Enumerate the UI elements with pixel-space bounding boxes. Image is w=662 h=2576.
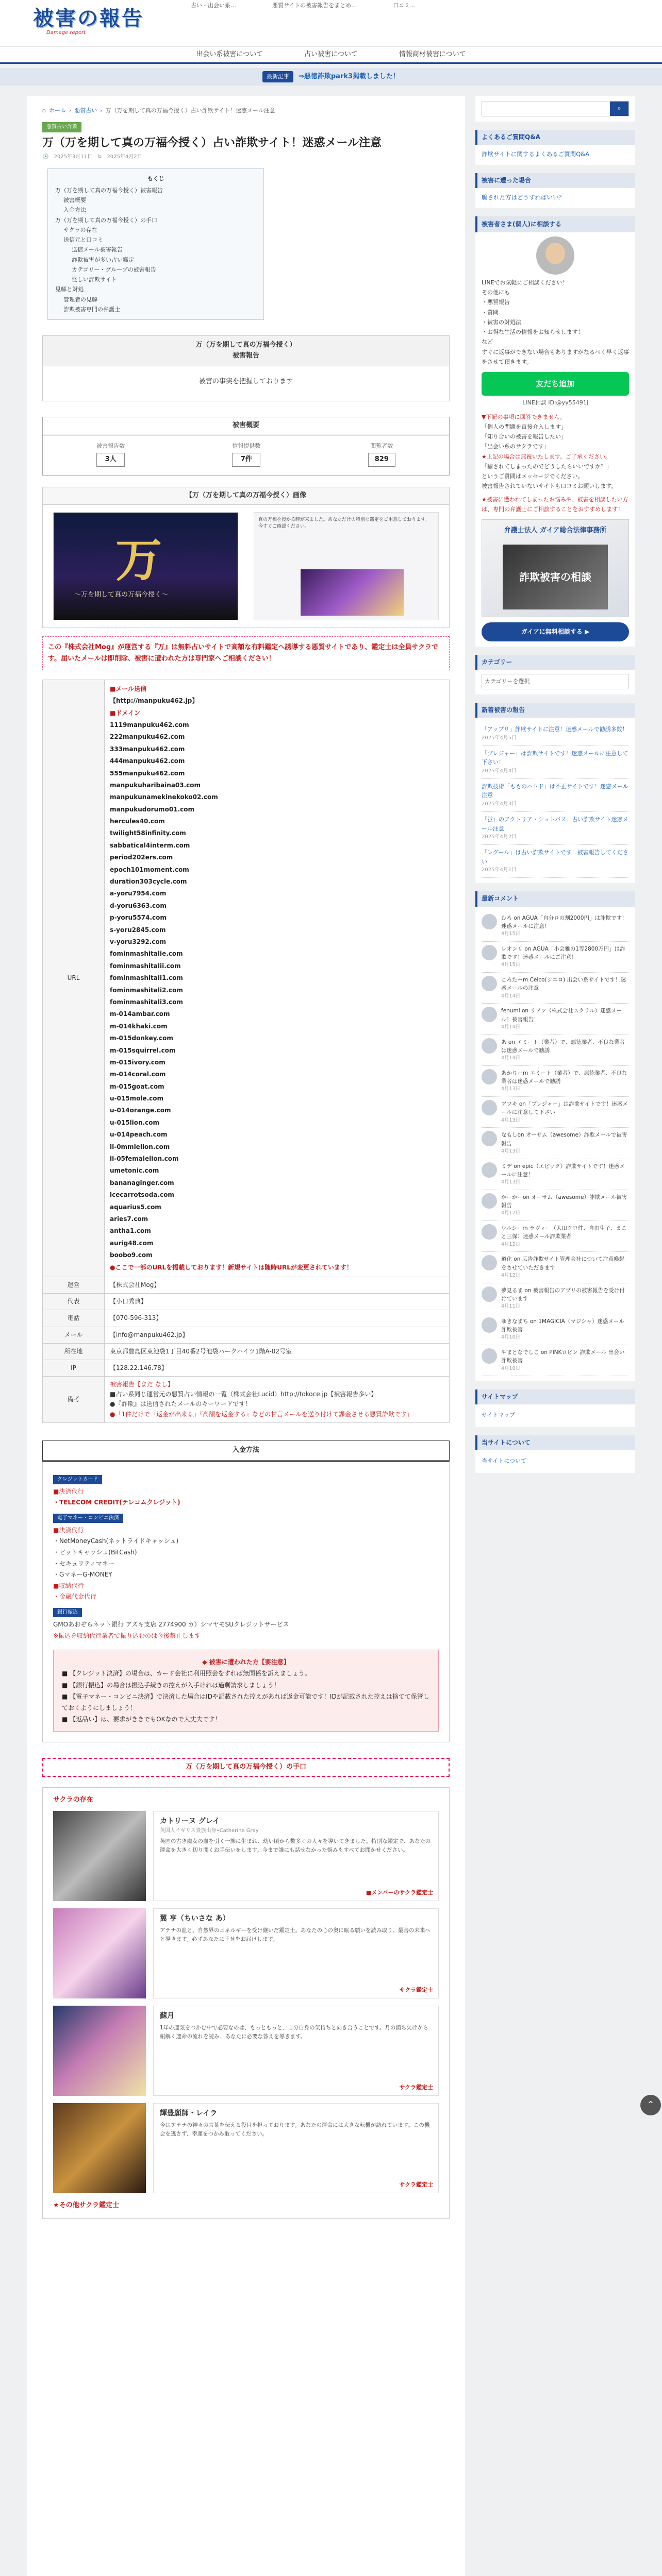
row-value: 東京都豊島区東池袋1丁目40番2号池袋パークハイツ1階A-02号室 (105, 1343, 450, 1360)
list-item: 輝豊願師・レイラ 今はアテナの神々の言葉を伝える役目を担っております。あなたの運命には大きな転機が訪れています。この機会を逃さず、幸運をつかみ取ってください。 サクラ鑑定士 (53, 2103, 439, 2193)
toc-item[interactable]: 入金方法 (63, 207, 86, 214)
list-item: カトリーヌ グレイ 英国人イギリス貴族出身•Catherine Gray 英国の古き魔女の血を引く一族に生まれ、幼い頃から数多くの人々を導いてきました。特別な鑑定で、あなたの運命を大きく切り開くお手伝いをします。今まで誰にも話せなかった悩みもすべてお聞かせください。 ■メンバーのサクラ鑑定士 (53, 1811, 439, 1901)
recent-post-title[interactable]: 「蛍」のアクトリア・シュトバス」占い詐欺サイト迷惑メール注意 (482, 816, 628, 832)
note-line: 「個人の問題を直接介入します」 (482, 423, 567, 430)
domain-item: 222manpuku462.com (110, 733, 185, 741)
comment-date: 4月12日 (501, 1210, 521, 1216)
notice-link[interactable]: ⇒悪徳詐欺park3掲載しました！ (298, 72, 400, 80)
toc-item[interactable]: 被害概要 (63, 197, 86, 204)
row-label: 電話 (43, 1310, 105, 1327)
table-row (43, 1360, 450, 1376)
avatar (482, 976, 497, 991)
category-badge[interactable]: 悪質占い詐欺 (42, 122, 81, 132)
sakura-heading: サクラの存在 (53, 1796, 93, 1804)
consult-line: ・被害の対処法 (482, 318, 521, 326)
note-line: 「知り合いの被害を報告したい」 (482, 433, 567, 440)
domain-item: m-015ivory.com (110, 1058, 166, 1066)
stats-title: 被害概要 (43, 417, 449, 436)
domain-item: hercules40.com (110, 818, 165, 825)
consult-line: LINEでお気軽にご相談ください！ (482, 279, 568, 286)
comment-text[interactable]: あかりーm エミート（業者）で、悪徳業者、不良な業者は迷惑メールで勧誘 (501, 1070, 627, 1085)
stat-reports: 被害報告数 3人 (96, 442, 125, 466)
comment-item[interactable] (482, 1066, 629, 1097)
avatar (482, 1100, 497, 1115)
domain-item: m-014ambar.com (110, 1010, 170, 1018)
widget-title: 当サイトについて (475, 1435, 635, 1450)
widget-title: サイトマップ (475, 1389, 635, 1404)
comment-date: 4月13日 (501, 1179, 521, 1185)
note-line: というご質問はメッセージでください。 (482, 473, 584, 480)
widget-title: 新着被害の報告 (475, 703, 635, 718)
toc-item[interactable]: 送信メール被害報告 (72, 246, 123, 253)
site-logo[interactable]: 被害の報告 Damage report (33, 6, 144, 36)
comment-text[interactable]: 道化 on 広告詐欺サイト管理会社について注意喚起をさせていただきます (501, 1256, 625, 1271)
note-line: ●「1件だけで『返金が出来る』『高額を返金する』などの甘言メールを送り付けて課金させる悪質詐欺です」 (110, 1410, 413, 1418)
comments-widget (475, 891, 635, 1381)
recent-post[interactable] (482, 746, 629, 779)
victim-note: ★被害に遭われてしまったお悩みや、被害を相談したい方は、専門の弁護士にご相談することをおすすめします！ (482, 496, 628, 513)
summary-subtitle: 被害報告 (232, 352, 259, 360)
domain-item: m-015donkey.com (110, 1035, 173, 1042)
note-line: ●『詐欺』は送信されたメールのキーワードです！ (110, 1400, 252, 1408)
avatar (482, 1224, 497, 1240)
domain-item: fominmashitali1.com (110, 974, 183, 982)
comment-item[interactable] (482, 1252, 629, 1283)
summary-text: 被害の事実を把握しております (198, 377, 293, 385)
row-value: 【info@manpuku462.jp】 (105, 1327, 450, 1343)
site-screenshot-1[interactable]: 万 〜万を期して真の万福今授く〜 (53, 512, 238, 620)
domain-item: d-yoru6363.com (110, 902, 167, 909)
domain-item: 555manpuku462.com (110, 769, 185, 777)
domain-item: ii-0mmlelion.com (110, 1143, 170, 1150)
category-select[interactable]: カテゴリーを選択 (482, 674, 629, 689)
nav-item-deai[interactable]: 出会い系被害について (196, 50, 263, 58)
faq-link[interactable]: 詐欺サイトに関するよくあるご質問Q&A (482, 150, 590, 158)
table-of-contents (47, 168, 264, 320)
victim-link[interactable]: 騙された方はどうすればいい？ (482, 194, 565, 201)
search-widget (475, 96, 635, 122)
published-date: 2025年3月11日 (54, 154, 92, 160)
widget-title: 最新コメント (475, 891, 635, 906)
toc-title: もくじ (147, 175, 164, 182)
domain-item: umetonic.com (110, 1167, 159, 1175)
top-links (191, 0, 416, 10)
comment-text[interactable]: ゆきなまち on 1MAGICIA（マジシャ）迷惑メール詐欺被害 (501, 1318, 624, 1333)
comment-text[interactable]: ころたーm Celco(シエロ) 出会い系サイトです！迷惑メールの注意 (501, 977, 626, 992)
victim-widget (475, 173, 635, 208)
widget-title: 被害者さま(個人)に相談する (475, 216, 635, 232)
line-add-friend-button[interactable]: 友だち追加 (482, 372, 629, 396)
note-line: 「騙されてしまったのでどうしたらいいですか？」 (482, 463, 612, 470)
avatar (482, 1193, 497, 1209)
domain-item: u-015mole.com (110, 1095, 163, 1103)
domain-item: aries7.com (110, 1215, 148, 1223)
credit-vendor: ・TELECOM CREDIT(テレコムクレジット) (53, 1499, 180, 1506)
consult-widget (475, 216, 635, 647)
domain-item: ii-05femalelion.com (110, 1155, 179, 1163)
table-row (43, 1294, 450, 1310)
domain-item: m-015goat.com (110, 1082, 164, 1090)
chevron-right-icon: › (100, 107, 103, 114)
comment-text[interactable]: ひろ on AGUA「自分ロの割2000円」は詐欺です！迷惑メールに注意！ (501, 914, 627, 929)
avatar (482, 1038, 497, 1054)
domain-item: manpukunamekinekoko02.com (110, 793, 218, 801)
search-icon[interactable]: ⌕ (610, 101, 628, 116)
table-row (43, 680, 450, 1277)
tag-emoney: 電子マネー・コンビニ決済 (53, 1514, 123, 1523)
domain-heading: ■ドメイン (110, 709, 140, 717)
damage-stats (42, 417, 450, 476)
comment-item[interactable] (482, 1314, 629, 1345)
comment-date: 4月12日 (501, 1272, 521, 1278)
comment-date: 4月14日 (501, 993, 521, 999)
consult-line: ・お得な生活の情報をお知らせします！ (482, 329, 584, 335)
domain-item: epoch101moment.com (110, 866, 189, 873)
top-link[interactable]: 悪質サイトの被害報告をまとめ… (272, 2, 357, 9)
avatar (482, 1162, 497, 1178)
domain-item: sabbatical4interm.com (110, 841, 190, 849)
url-heading: ■メール送信 (110, 685, 147, 692)
comment-text[interactable]: なもしon オーサム（awesome）詐欺メールで被害報告 (501, 1132, 627, 1147)
comment-text[interactable]: あ on エミート（業者）で、悪徳業者、不良な業者は迷惑メールで勧誘 (501, 1039, 625, 1054)
line-id: LINE相談 ID:@yy55491j (522, 399, 588, 406)
consult-line: ・質問 (482, 309, 499, 316)
screenshot-box (42, 487, 450, 628)
avatar (482, 1255, 497, 1270)
warning-text: この『株式会社Mog』が運営する『万』は無料占いサイトで高額な有料鑑定へ誘導する悪質サイトであり、鑑定士は全員サクラです。届いたメールは即削除、被害に遭われた方は専門家へご相談ください！ (42, 636, 450, 670)
domain-item: 333manpuku462.com (110, 745, 185, 753)
url-main: 【http://manpuku462.jp】 (110, 697, 198, 705)
tag-credit: クレジットカード (53, 1475, 102, 1484)
notice-bar (0, 68, 662, 86)
widget-title: よくあるご質問Q&A (475, 130, 635, 145)
note-line: 被害報告【まだ なし】 (110, 1381, 174, 1388)
row-label: 備考 (43, 1377, 105, 1423)
lawyer-consult-button[interactable]: ガイアに無料相談する ▶ (482, 622, 629, 641)
domain-item: icecarrotsoda.com (110, 1191, 174, 1199)
avatar (482, 1317, 497, 1333)
payment-body: クレジットカード ■決済代行 ・TELECOM CREDIT(テレコムクレジット) 電子マネー・コンビニ決済 ■決済代行 ・NetMoneyCash(ネットライドキャッシュ) ・ビットキャッシュ(BitCash) ・セキュリティマネー ・GマネーG-MONEY ■収納代行 ・金融代金代行 銀行振込 GMOあおぞらネット銀行 アズキ支店 2774900 カ）シマヤモSUクレジットサービス ※振込を収納代行業者で振り込むのは今後禁止します ◆ 被害に遭われた方【要注意】 ■ 【クレジット決済】の場合は、カード会社に利用照会をすれば無関係を訴えましょう。 ■ 【銀行振込】の場合は振込手続きの控えが入手けれは過剰請求しましょう！ ■ 【電子マネー・コンビニ決済】で決済した場合はIDや記載された控えがあれば返金可能です！IDが記載された控えは捨てて保管しておくようにしましょう！ ■ 【返品い】は、要求がききでもOKなので大丈夫です！ (42, 1462, 450, 1743)
comment-text[interactable]: やまとなでしこ on PINKロビン 詐欺メール 出会い詐欺被害 (501, 1349, 625, 1364)
comment-date: 4月12日 (501, 1241, 521, 1247)
operator-table (42, 680, 450, 1423)
global-nav (0, 46, 662, 64)
clock-icon: 🕒 (42, 154, 49, 160)
toc-item[interactable]: 管理者の見解 (63, 296, 97, 303)
recent-post-title[interactable]: 「ブレジャー」は詐欺サイトです！迷惑メールに注意して下さい！ (482, 750, 628, 766)
home-icon: ⌂ (42, 107, 46, 114)
domain-item: s-yoru2845.com (110, 926, 166, 934)
screenshot-image (301, 569, 404, 616)
row-label: メール (43, 1327, 105, 1343)
comment-item[interactable] (482, 1345, 629, 1376)
toc-item[interactable]: 万（万を期して真の万福今授く）の手口 (55, 216, 157, 224)
toc-item[interactable]: 送信元と口コミ (63, 236, 103, 244)
domain-item: antha1.com (110, 1227, 151, 1235)
row-label: IP (43, 1360, 105, 1376)
comment-item[interactable] (482, 1128, 629, 1159)
table-row (43, 1277, 450, 1293)
toc-item[interactable]: 詐欺被害が多い占い鑑定 (72, 256, 134, 263)
toc-item[interactable]: カテゴリー・グループの被害報告 (72, 266, 156, 273)
domain-item: v-yoru3292.com (110, 938, 167, 945)
comment-text[interactable]: かーかーon オーサム（awesome）詐欺メール被害報告 (501, 1194, 627, 1209)
avatar (482, 914, 497, 929)
fortune-teller-photo (53, 2103, 146, 2193)
domain-item: aquarius5.com (110, 1203, 161, 1211)
comment-text[interactable]: ウルシーm ラヴィー（大田クロ件、自由生子、まこと三保）迷惑メール詐欺業者 (501, 1225, 627, 1240)
domain-item: 1119manpuku462.com (110, 721, 189, 728)
stat-views: 閲覧者数 829 (368, 442, 395, 466)
domain-item: m-015squirrel.com (110, 1046, 176, 1054)
nav-item-uranai[interactable]: 占い被害について (304, 50, 358, 58)
comment-item[interactable] (482, 1190, 629, 1221)
domain-item: p-yoru5574.com (110, 914, 167, 922)
comment-date: 4月11日 (501, 1303, 521, 1310)
comment-date: 4月13日 (501, 1148, 521, 1154)
site-screenshot-2[interactable]: 真の万福を授かる時が来ました。あなただけの特別な鑑定をご用意しております。今すぐご確認ください。 (254, 512, 439, 620)
table-row (43, 1343, 450, 1360)
top-link[interactable]: 占い・出会い系… (191, 2, 236, 9)
avatar (536, 236, 574, 275)
list-item: 蘇月 1年の運気をつかむ中で必要なのは、もっともっと、自分自身の気持ちと向き合うことです。月の満ち欠けから紐解く運命の流れを読み、あなたに必要な答えを導きます。 サクラ鑑定士 (53, 2006, 439, 2096)
summary-title: 万（万を期して真の万福今授く） (195, 341, 296, 349)
toc-item[interactable]: 怪しい詐欺サイト (72, 276, 117, 283)
page-title: 万（万を期して真の万福今授く）占い詐欺サイト！迷惑メール注意 (42, 136, 382, 149)
breadcrumb (42, 106, 450, 115)
row-label: URL (43, 680, 105, 1277)
sitemap-link[interactable]: サイトマップ (482, 1412, 515, 1419)
others-link[interactable]: ★その他サクラ鑑定士 (53, 2201, 120, 2209)
domain-item: manpukuharibaina03.com (110, 781, 201, 789)
refresh-icon: ↻ (97, 154, 102, 160)
comment-date: 4月14日 (501, 1024, 521, 1030)
comment-item[interactable] (482, 1283, 629, 1314)
breadcrumb-home[interactable]: ホーム (48, 107, 66, 114)
comment-item[interactable] (482, 1035, 629, 1066)
avatar (482, 1348, 497, 1364)
comment-item[interactable] (482, 1004, 629, 1035)
comment-date: 4月15日 (501, 962, 521, 968)
recent-widget (475, 703, 635, 884)
comment-date: 4月13日 (501, 1117, 521, 1123)
comment-date: 4月10日 (501, 1334, 521, 1341)
consult-line: すぐに返事ができない場合もありますがなるべく早く返事をさせて頂きます。 (482, 348, 629, 365)
table-row (43, 1327, 450, 1343)
toc-item[interactable]: サクラの存在 (63, 226, 97, 233)
domain-item: a-yoru7954.com (110, 890, 167, 897)
sitemap-widget (475, 1389, 635, 1427)
domain-item: boobo9.com (110, 1251, 153, 1259)
victim-alert: ◆ 被害に遭われた方【要注意】 ■ 【クレジット決済】の場合は、カード会社に利用照会をすれば無関係を訴えましょう。 ■ 【銀行振込】の場合は振込手続きの控えが入手けれは過剰請求しましょう！ ■ 【電子マネー・コンビニ決済】で決済した場合はIDや記載された控えがあれば返金可能です！IDが記載された控えは捨てて保管しておくようにしましょう！ ■ 【返品い】は、要求がききでもOKなので大丈夫です！ (53, 1650, 439, 1732)
recent-post[interactable] (482, 812, 629, 845)
policy-link[interactable]: 当サイトについて (482, 1458, 527, 1465)
recent-post-date: 2025年4月1日 (482, 867, 517, 873)
consult-line: ・悪質報告 (482, 299, 510, 306)
toc-item[interactable]: 見解と対処 (55, 286, 84, 293)
method-title: 万（万を期して真の万福今授く）の手口 (42, 1758, 450, 1777)
widget-title: カテゴリー (475, 655, 635, 670)
toc-item[interactable]: 万（万を期して真の万福今授く）被害報告 (55, 187, 163, 194)
url-note: ●ここで一部のURLを掲載しております！新規サイトは随時URLが変更されています！ (110, 1263, 353, 1271)
row-value: 【070-596-313】 (105, 1310, 450, 1327)
row-label: 代表 (43, 1294, 105, 1310)
consult-line: など (482, 338, 493, 346)
table-row (43, 1377, 450, 1423)
domain-item: period202ers.com (110, 854, 173, 861)
lawyer-banner[interactable]: 弁護士法人 ガイア総合法律事務所 詐欺被害の相談 (482, 519, 629, 617)
breadcrumb-category[interactable]: 悪質占い (74, 107, 97, 114)
toc-item[interactable]: 詐欺被害専門の弁護士 (63, 306, 120, 313)
note-line: 被害報告されていないサイトも口コミお願いします。 (482, 483, 617, 490)
domain-item: fominmashitalie.com (110, 950, 183, 958)
top-link[interactable]: 口コミ… (393, 2, 416, 9)
updated-date: 2025年4月2日 (107, 154, 142, 160)
avatar (482, 1286, 497, 1302)
comment-text[interactable]: レオンリ on AGUA「小会雅の1等2800万円」は詐欺です！迷惑メールにご注意！ (501, 945, 625, 961)
note-link[interactable]: ■占い系同じ運営元の悪質占い情報の一覧（株式会社Lucid）http://tokoce.jp【被害報告多い】 (110, 1391, 377, 1398)
domain-item: m-014coral.com (110, 1071, 166, 1078)
fortune-teller-photo (53, 1908, 146, 1998)
faq-widget (475, 130, 635, 165)
domain-item: 444manpuku462.com (110, 757, 185, 765)
domain-item: u-014orange.com (110, 1107, 171, 1114)
comment-text[interactable]: fenumi on リアン（株式会社スクラル）迷惑メール！被害報告！ (501, 1008, 622, 1023)
comment-date: 4月13日 (501, 1086, 521, 1092)
comment-text[interactable]: 夢見るま on 被害報告のアプリの被害報告を受け付けています (501, 1287, 625, 1302)
nav-item-joho[interactable]: 情報商材被害について (399, 50, 466, 58)
domain-item: u-014peach.com (110, 1131, 168, 1139)
comment-text[interactable]: ミデ on epic（エピック）詐欺サイトです！迷惑メールに注意！ (501, 1163, 625, 1178)
sidebar (475, 96, 655, 2576)
post-dates (42, 153, 450, 161)
comment-item[interactable] (482, 942, 629, 973)
sakura-section (42, 1787, 450, 2219)
comment-item[interactable] (482, 1221, 629, 1252)
fortune-teller-photo (53, 2006, 146, 2096)
category-widget (475, 655, 635, 694)
avatar (482, 1131, 497, 1146)
avatar (482, 1007, 497, 1022)
note-line: ▼下記の事項に回答できません。 (482, 413, 566, 420)
payment-title: 入金方法 (42, 1440, 450, 1462)
avatar (482, 1069, 497, 1084)
recent-post-title[interactable]: 「レグール」は占い詐欺サイトです！被害報告してください (482, 849, 628, 865)
comment-item[interactable] (482, 973, 629, 1004)
recent-post[interactable] (482, 845, 629, 878)
recent-post-date: 2025年4月5日 (482, 735, 517, 741)
recent-post-date: 2025年4月3日 (482, 801, 517, 807)
toc-list (55, 185, 256, 314)
avatar (482, 945, 497, 960)
comment-text[interactable]: アツキ on「ブレジャー」は詐欺サイトです！迷惑メールに注意して下さい (501, 1101, 628, 1116)
recent-post[interactable] (482, 722, 629, 746)
main-content (27, 96, 465, 2576)
consult-line: その他にも (482, 289, 510, 296)
note-line: ★上記の場合は無視いたします。ご了承ください。 (482, 453, 611, 460)
row-label: 運営 (43, 1277, 105, 1293)
comment-item[interactable] (482, 1097, 629, 1128)
domain-item: aurig48.com (110, 1239, 154, 1247)
stat-info: 情報提供数 7件 (232, 442, 260, 466)
search-input[interactable] (482, 101, 610, 116)
recent-post-date: 2025年4月2日 (482, 834, 517, 840)
row-value: 【128.22.146.78】 (105, 1360, 450, 1376)
domain-item: fominmashitali2.com (110, 986, 183, 994)
list-item: 翼 亨（ちいさな あ） アテナの血と、自然界のエネルギーを受け継いだ鑑定士。あなたの心の奥に眠る願いを読み取り、最善の未来へと導きます。必ずあなたに幸せをお届けします。 サクラ鑑定士 (53, 1908, 439, 1998)
recent-post-title[interactable]: 「アップリ」詐欺サイトに注意！迷惑メールで勧誘多数！ (482, 725, 628, 733)
recent-post-date: 2025年4月4日 (482, 768, 517, 774)
site-header (0, 0, 662, 46)
summary-box (42, 335, 450, 401)
domain-item: manpukudorumo01.com (110, 805, 194, 813)
comment-date: 4月14日 (501, 1055, 521, 1061)
domain-item: u-015lion.com (110, 1118, 160, 1126)
scroll-top-button[interactable]: ⌃ (640, 2095, 661, 2115)
bank-detail: GMOあおぞらネット銀行 アズキ支店 2774900 カ）シマヤモSUクレジットサービス (53, 1620, 289, 1628)
domain-item: fominmashitali3.com (110, 998, 183, 1006)
chevron-right-icon: › (69, 107, 72, 114)
domain-item: twilight58infinity.com (110, 829, 186, 837)
comment-date: 4月15日 (501, 931, 521, 937)
row-value: 【小口秀典】 (105, 1294, 450, 1310)
policy-widget (475, 1435, 635, 1473)
row-label: 所在地 (43, 1343, 105, 1360)
domain-item: fominmashitalii.com (110, 962, 181, 970)
comment-item[interactable] (482, 1159, 629, 1190)
note-line: 「出会い系のサクラです」 (482, 443, 550, 450)
widget-title: 被害に遭った場合 (475, 173, 635, 188)
tag-bank: 銀行振込 (53, 1608, 82, 1617)
breadcrumb-current: 万（万を期して真の万福今授く）占い詐欺サイト！迷惑メール注意 (105, 107, 275, 114)
recent-post-title[interactable]: 詐欺技術「もものハトド」は不正サイトです！迷惑メール注意 (482, 783, 628, 799)
comment-date: 4月10日 (501, 1365, 521, 1371)
row-value: 【株式会社Mog】 (105, 1277, 450, 1293)
domain-item: bananaginger.com (110, 1179, 174, 1187)
fortune-teller-photo (53, 1811, 146, 1901)
domain-item: duration303cycle.com (110, 878, 187, 886)
screenshot-title: 【万（万を期して真の万福今授く）画像 (43, 487, 449, 505)
comment-item[interactable] (482, 911, 629, 942)
domain-list (110, 719, 444, 1262)
domain-item: m-014khaki.com (110, 1022, 168, 1030)
notice-badge: 最新記事 (262, 71, 293, 82)
recent-post[interactable] (482, 779, 629, 812)
table-row (43, 1310, 450, 1327)
